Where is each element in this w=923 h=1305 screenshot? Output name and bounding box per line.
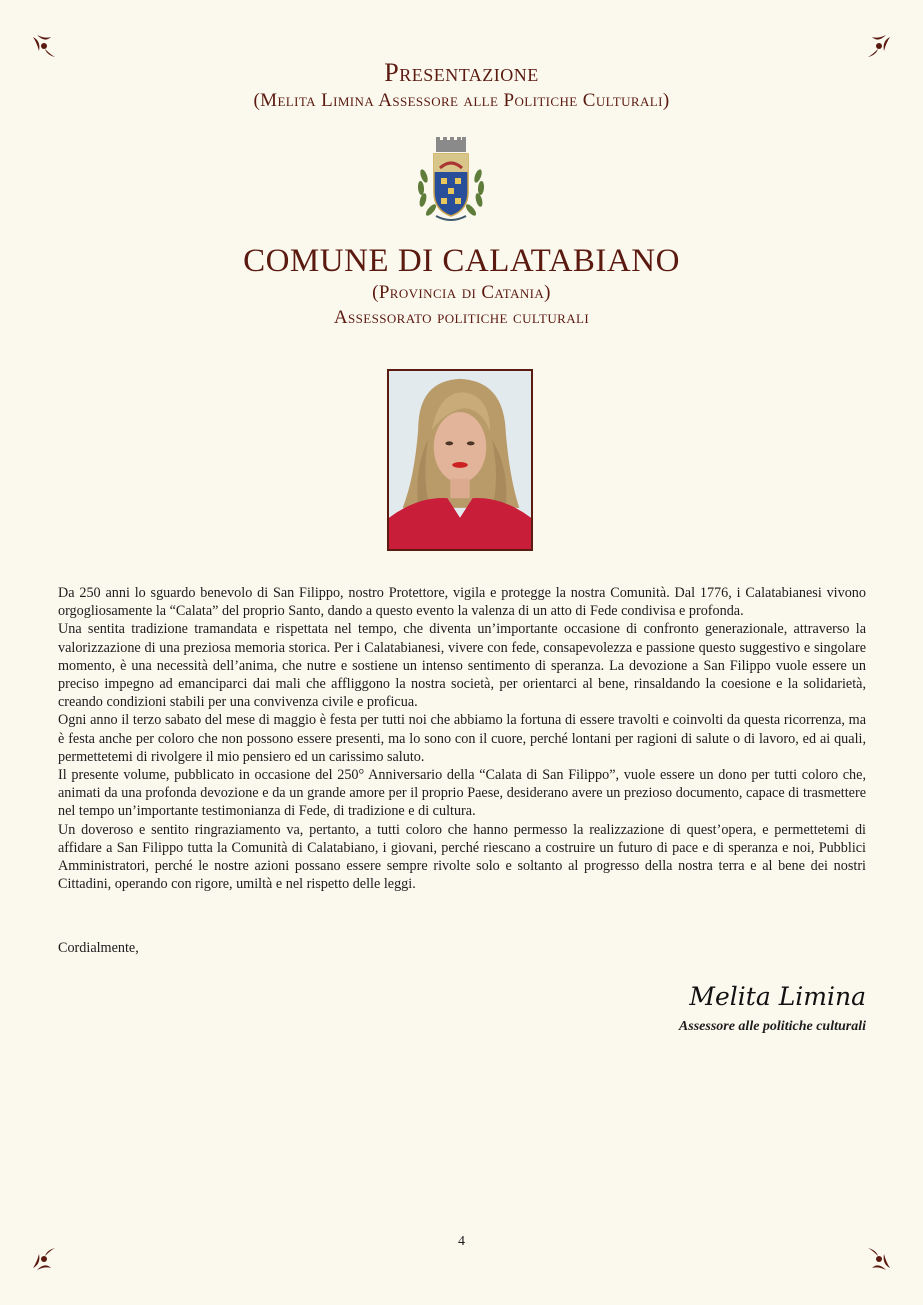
institution-province: (Provincia di Catania): [372, 282, 551, 303]
body-paragraph: Ogni anno il terzo sabato del mese di maggio è festa per tutti noi che abbiamo la fortuna di essere travolti e coinvolti da questa ricorrenza, ma è festa anche per coloro che non possono essere presenti, ma lo sono con il cuore, perché lontani per ragioni di salute o di lavoro, ed ai quali, permettetemi di rivolgere il mio pensiero ed un carissimo saluto.: [58, 712, 866, 765]
coat-of-arms-icon: [412, 136, 490, 226]
closing-salutation: Cordialmente,: [58, 940, 139, 956]
body-paragraph: Un doveroso e sentito ringraziamento va, pertanto, a tutti coloro che hanno permesso la realizzazione di quest’opera, e permettetemi di affidare a San Filippo tutta la Comunità di Calatabiano, i giovani, perché riescano a costruire un futuro di pace e di speranza e noi, Pubblici Amministratori, perché le nostre azioni possano essere sempre rivolte solo e soltanto al progresso della nostra terra e al bene dei nostri Cittadini, operando con rigore, umiltà e nel rispetto delle leggi.: [58, 821, 866, 893]
portrait-photo: [387, 369, 533, 551]
body-text: [58, 584, 866, 893]
body-paragraph: Il presente volume, pubblicato in occasione del 250° Anniversario della “Calata di San Filippo”, vuole essere un dono per tutti coloro che, animati da una profonda devozione e da un grande amore per il proprio Paese, desiderano avere un prezioso documento, capace di trasmettere nel tempo un’importante testimonianza di Fede, di tradizione e di cultura.: [58, 767, 866, 820]
signature-role: Assessore alle politiche culturali: [678, 1019, 866, 1034]
institution-office: Assessorato politiche culturali: [333, 307, 590, 328]
institution-name: COMUNE DI CALATABIANO: [243, 243, 680, 279]
body-paragraph: Una sentita tradizione tramandata e rispettata nel tempo, che diventa un’importante occasione di confronto generazionale, attraverso la valorizzazione di una preziosa memoria storica. Per i Calatabianesi, vivere con fede, consapevolezza e passione questo suggestivo e singolare momento, è una necessità dell’anima, che nutre e sostiene un intenso sentimento di speranza. La devozione a San Filippo vuole essere un preciso impegno ad emanciparci dai mali che affliggono la nostra società, per orientarci al bene, rinsaldando la coesione e la solidarietà, creando condizioni stabili per una convivenza civile e proficua.: [58, 621, 866, 711]
page-title: Presentazione: [384, 58, 539, 87]
signature-name: Melita Limina: [689, 982, 866, 1011]
body-paragraph: Da 250 anni lo sguardo benevolo di San Filippo, nostro Protettore, vigila e protegge la nostra Comunità. Dal 1776, i Calatabianesi vivono orgogliosamente la “Calata” del proprio Santo, dando a questo evento la valenza di un atto di Fede condivisa e profonda.: [58, 585, 866, 620]
page-subtitle: (Melita Limina Assessore alle Politiche Culturali): [253, 90, 670, 111]
page-number: 4: [458, 1234, 465, 1249]
corner-ornament-top-left-icon: [31, 33, 57, 59]
corner-ornament-top-right-icon: [866, 33, 892, 59]
